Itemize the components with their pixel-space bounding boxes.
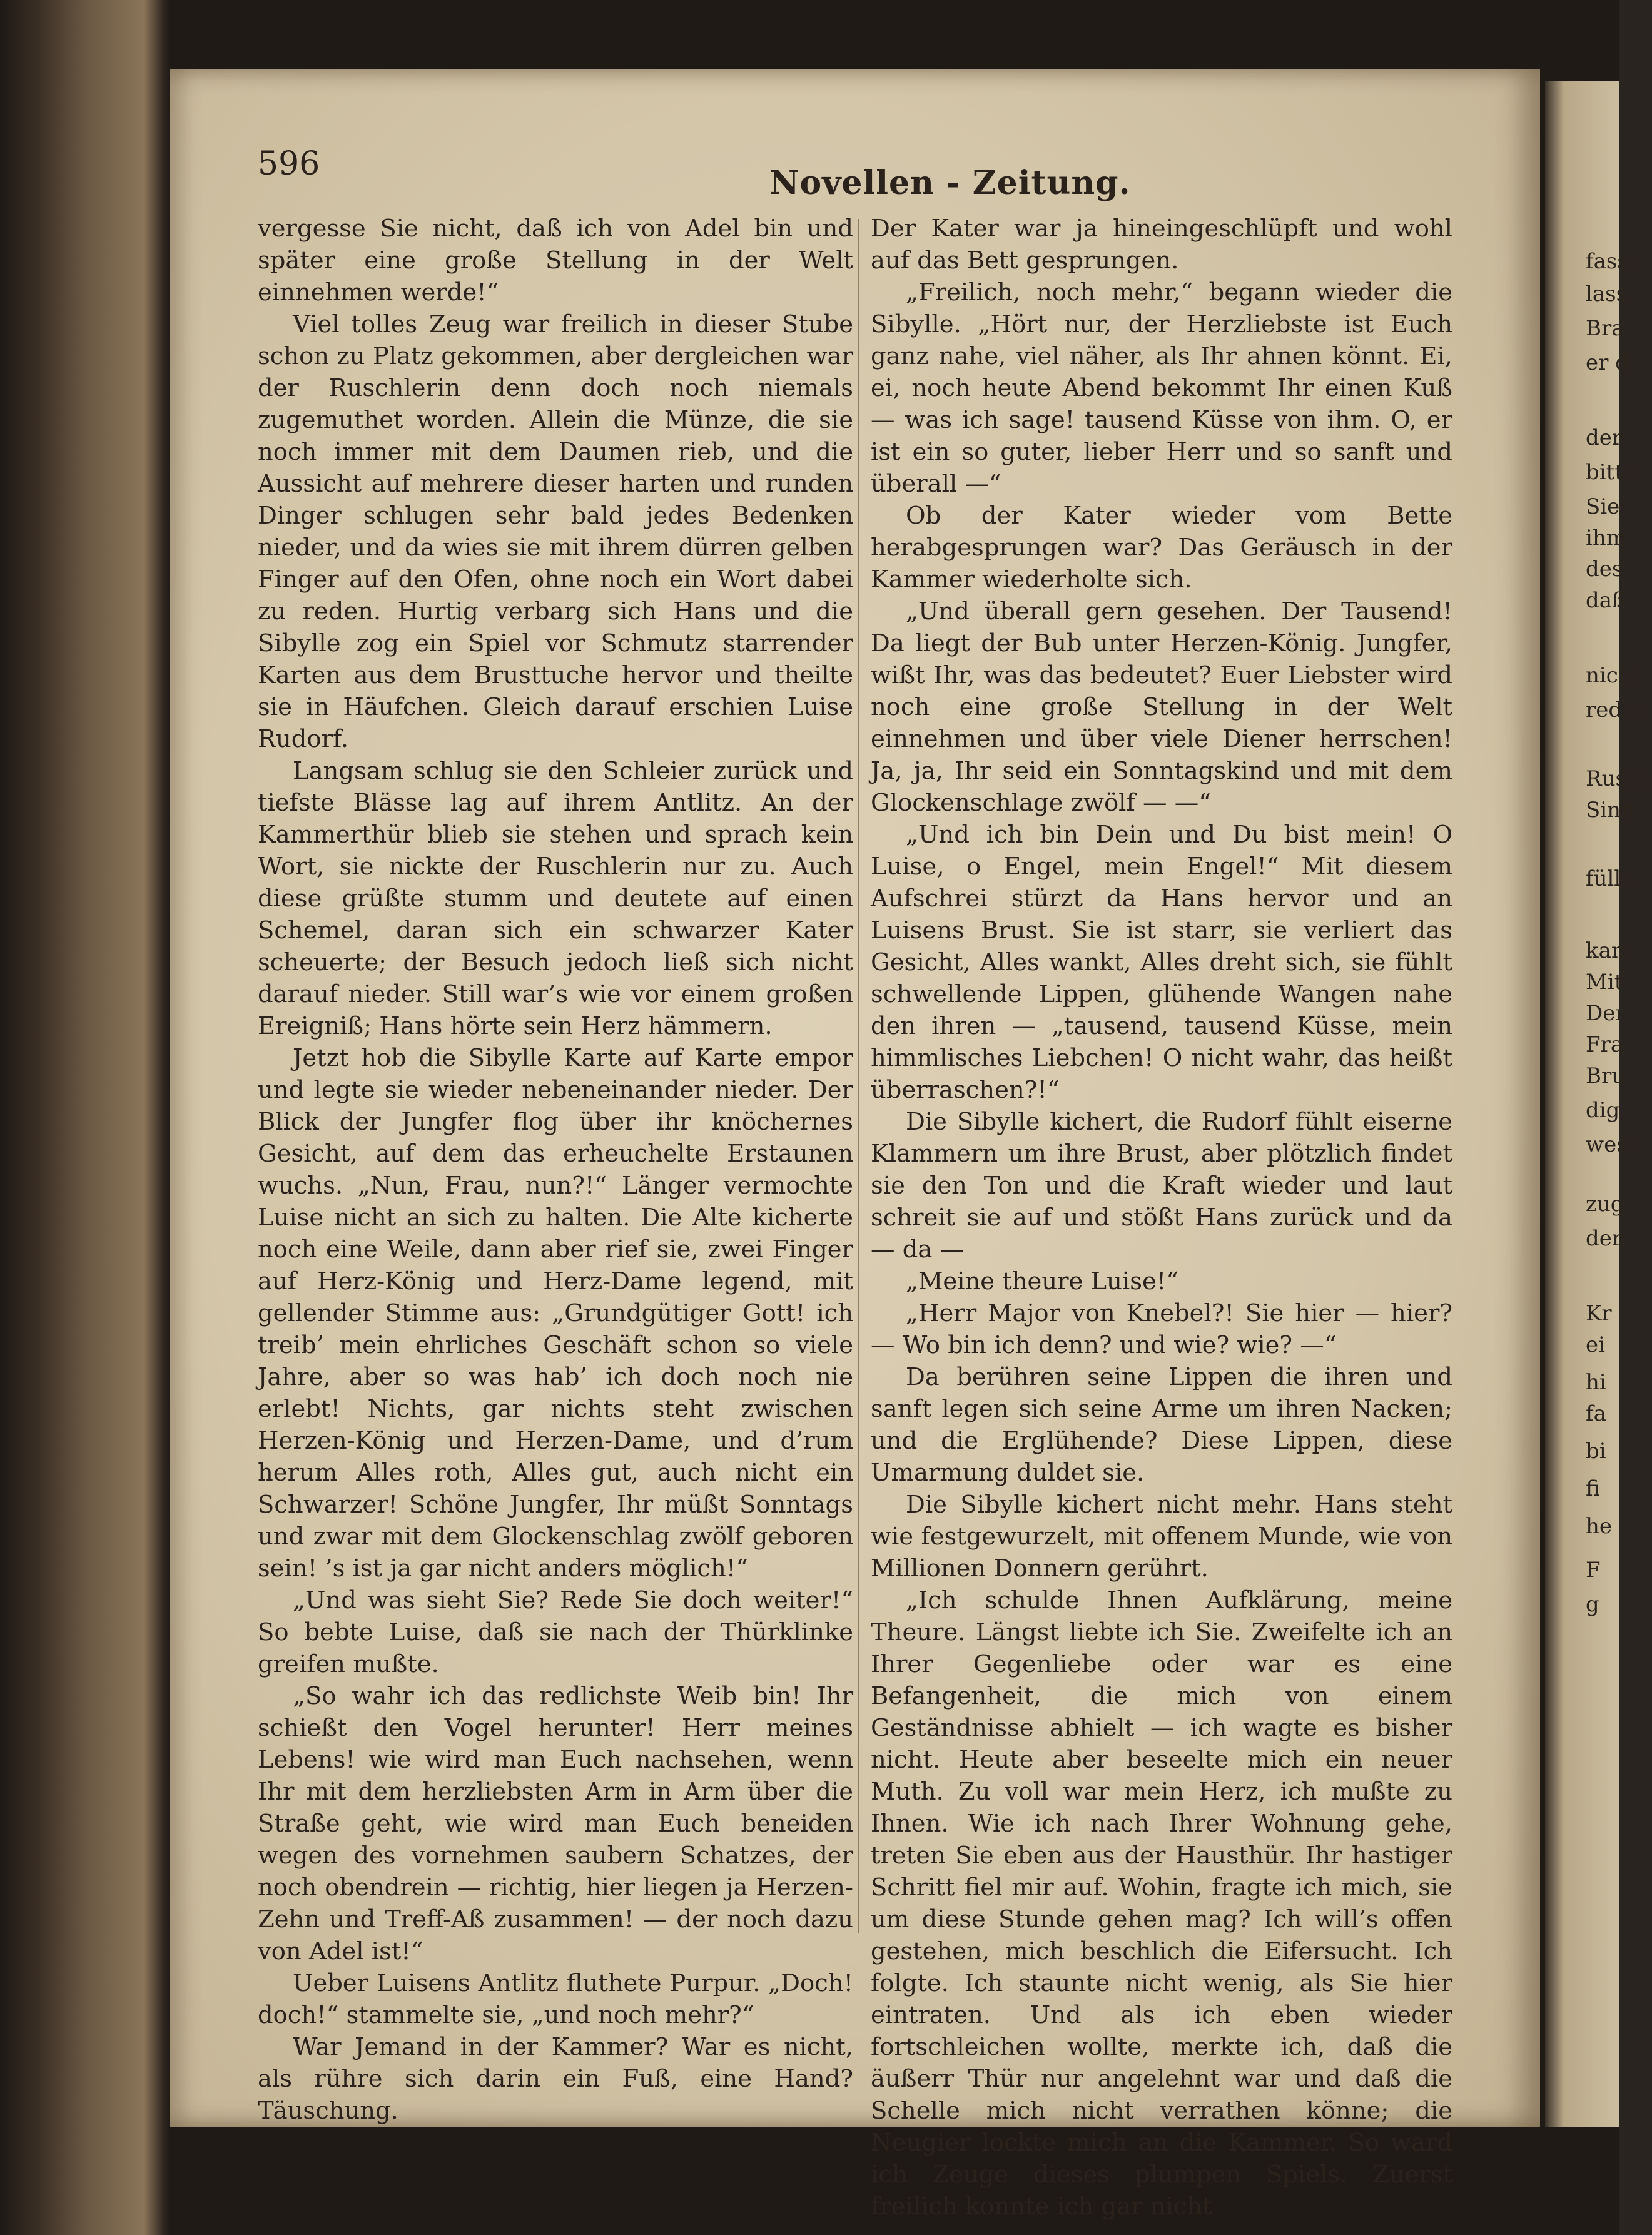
adjacent-fragment: dig [1586,1098,1620,1123]
adjacent-fragment: daß [1586,588,1626,613]
adjacent-fragment: des [1586,557,1623,582]
running-head: Novellen - Zeitung. [769,164,1131,202]
adjacent-fragment: Fra [1586,1032,1624,1057]
adjacent-fragment: ei [1586,1332,1605,1357]
paragraph: War Jemand in der Kammer? War es nicht, als rühre sich darin ein Fuß, eine Hand? Täuschung. [258,2033,853,2125]
paragraph: „Ich schulde Ihnen Aufklärung, meine Theure. Längst liebte ich Sie. Zweifelte ich an Ihrer Gegenliebe oder war es eine Befangenheit, die mich von einem Geständnisse abhielt — ich wagte es bisher nicht. Heute aber beseelte mich ein neuer Muth. Zu voll war mein Herz, ich mußte zu Ihnen. Wie ich nach Ihrer Wohnung gehe, treten Sie eben aus der Hausthür. Ihr hastiger Schritt fiel mir auf. Wohin, fragte ich mich, sie um diese Stunde gehen mag? Ich will’s offen gestehen, mich beschlich die Eifersucht. Ich folgte. Ich staunte nicht wenig, als Sie hier eintraten. Und als ich eben wieder fortschleichen wollte, merkte ich, daß die äußerr Thür nur angelehnt war und daß die Schelle mich nicht verrathen könne; die Neugier lockte mich an die Kammer. So ward ich Zeuge dieses plumpen Spiels. Zuerst freilich konnte ich gar nicht [871,1586,1452,2221]
adjacent-fragment: ihm [1586,525,1627,550]
adjacent-fragment: bitte [1586,460,1636,485]
paragraph: „Herr Major von Knebel?! Sie hier — hier? — Wo bin ich denn? und wie? wie? —“ [871,1299,1452,1359]
adjacent-fragment: der [1586,1226,1623,1251]
paragraph: „Und überall gern gesehen. Der Tausend! Da liegt der Bub unter Herzen-König. Jungfer, wißt Ihr, was das bedeutet? Euer Liebster wird noch eine große Stellung in der Welt einnehmen und über viele Diener herrschen! Ja, ja, Ihr seid ein Sonntagskind und mit dem Glockenschlage zwölf — —“ [871,597,1452,817]
adjacent-fragment: he [1586,1514,1613,1539]
adjacent-fragment: F [1586,1558,1601,1583]
paragraph: „Und ich bin Dein und Du bist mein! O Luise, o Engel, mein Engel!“ Mit diesem Aufschrei stürzt da Hans hervor und an Luisens Brust. Sie ist starr, sie verliert das Gesicht, Alles wankt, Alles dreht sich, sie fühlt schwellende Lippen, glühende Wangen nahe den ihren — „tausend, tausend Küsse, mein himmlisches Liebchen! O nicht wahr, das heißt überraschen?!“ [871,821,1452,1104]
adjacent-fragment: Bra [1586,316,1624,341]
adjacent-fragment: der [1586,425,1623,450]
paragraph: Langsam schlug sie den Schleier zurück und tiefste Blässe lag auf ihrem Antlitz. An der Kammerthür blieb sie stehen und sprach kein Wort, sie nickte der Ruschlerin nur zu. Auch diese grüßte stumm und deutete auf einen Schemel, daran sich ein schwarzer Kater scheuerte; der Besuch jedoch ließ sich nicht darauf nieder. Still war’s wie vor einem großen Ereigniß; Hans hörte sein Herz hämmern. [258,757,853,1040]
paragraph: Ob der Kater wieder vom Bette herabgesprungen war? Das Geräusch in der Kammer wiederholte sich. [871,502,1452,594]
paragraph: „Und was sieht Sie? Rede Sie doch weiter!“ So bebte Luise, daß sie nach der Thürklinke greifen mußte. [258,1586,853,1678]
adjacent-fragment: Rusch [1586,766,1652,791]
right-column [871,213,1452,2222]
adjacent-fragment: Mit [1586,970,1623,995]
adjacent-fragment: zug [1586,1192,1624,1217]
paragraph: „So wahr ich das redlichste Weib bin! Ihr schießt den Vogel herunter! Herr meines Lebens! wie wird man Euch nachsehen, wenn Ihr mit dem herzliebsten Arm in Arm über die Straße geht, wie wird man Euch beneiden wegen des vornehmen saubern Schatzes, der noch obendrein — richtig, hier liegen ja Herzen-Zehn und Treff-Aß zusammen! — der noch dazu von Adel ist!“ [258,1682,853,1965]
adjacent-fragment: nicht [1586,663,1641,688]
paragraph: Da berühren seine Lippen die ihren und sanft legen sich seine Arme um ihren Nacken; und die Erglühende? Diese Lippen, diese Umarmung duldet sie. [871,1363,1452,1487]
adjacent-fragment: wese [1586,1132,1640,1157]
paragraph: „Freilich, noch mehr,“ begann wieder die Sibylle. „Hört nur, der Herzliebste ist Euch ganz nahe, viel näher, als Ihr ahnen könnt. Ei, ei, noch heute Abend bekommt Ihr einen Kuß — was ich sage! tausend Küsse von ihm. O, er ist ein so guter, lieber Herr und so sanft und überall —“ [871,278,1452,498]
paragraph: vergesse Sie nicht, daß ich von Adel bin und später eine große Stellung in der Welt einnehmen werde!“ [258,215,853,307]
adjacent-fragment: lass [1586,281,1628,307]
adjacent-fragment: Sie [1586,494,1620,519]
adjacent-fragment: Kr [1586,1301,1612,1326]
adjacent-fragment: hi [1586,1370,1606,1395]
paragraph: Der Kater war ja hineingeschlüpft und wohl auf das Bett gesprungen. [871,215,1452,275]
adjacent-fragment: fasse [1586,249,1641,274]
adjacent-fragment: g [1586,1592,1599,1617]
adjacent-fragment: Der [1586,1001,1626,1026]
adjacent-fragment: bi [1586,1439,1606,1464]
page-number: 596 [258,145,320,183]
column-rule [858,219,859,1933]
paragraph: Ueber Luisens Antlitz fluthete Purpur. „Doch! doch!“ stammelte sie, „und noch mehr?“ [258,1969,853,2029]
adjacent-fragment: fa [1586,1401,1606,1426]
adjacent-fragment: reden [1586,697,1649,722]
adjacent-fragment: er d [1586,350,1629,375]
paragraph: Viel tolles Zeug war freilich in dieser Stube schon zu Platz gekommen, aber dergleichen war der Ruschlerin denn doch noch niemals zugemuthet worden. Allein die Münze, die sie noch immer mit dem Daumen rieb, und die Aussicht auf mehrere dieser harten und runden Dinger schlugen sehr bald jedes Bedenken nieder, und da wies sie mit ihrem dürren gelben Finger auf den Ofen, ohne noch ein Wort dabei zu reden. Hurtig verbarg sich Hans und die Sibylle zog ein Spiel vor Schmutz starrender Karten aus dem Brusttuche hervor und theilte sie in Häufchen. Gleich darauf erschien Luise Rudorf. [258,310,853,753]
paragraph: „Meine theure Luise!“ [906,1267,1178,1295]
adjacent-fragment: Bru [1586,1063,1626,1088]
adjacent-fragment: Sinn [1586,798,1634,823]
adjacent-fragment: füllu [1586,866,1635,891]
paragraph: Die Sibylle kichert nicht mehr. Hans steht wie festgewurzelt, mit offenem Munde, wie von Millionen Donnern gerührt. [871,1491,1452,1583]
adjacent-fragment: fi [1586,1476,1600,1501]
left-column [258,213,853,2127]
paragraph: Jetzt hob die Sibylle Karte auf Karte empor und legte sie wieder nebeneinander nieder. Der Blick der Jungfer flog über ihr knöchernes Gesicht, auf dem das erheuchelte Erstaunen wuchs. „Nun, Frau, nun?!“ Länger vermochte Luise nicht an sich zu halten. Die Alte kicherte noch eine Weile, dann aber rief sie, zwei Finger auf Herz-König und Herz-Dame legend, mit gellender Stimme aus: „Grundgütiger Gott! ich treib’ mein ehrliches Geschäft schon so viele Jahre, aber so was hab’ ich doch noch nie erlebt! Nichts, gar nichts steht zwischen Herzen-König und Herzen-Dame, und d’rum herum Alles roth, Alles gut, auch nicht ein Schwarzer! Schöne Jungfer, Ihr müßt Sonntags und zwar mit dem Glockenschlag zwölf geboren sein! ’s ist ja gar nicht anders möglich!“ [258,1044,853,1583]
adjacent-fragment: kam [1586,938,1632,963]
paragraph: Die Sibylle kichert, die Rudorf fühlt eiserne Klammern um ihre Brust, aber plötzlich findet sie den Ton und die Kraft wieder und laut schreit sie auf und stößt Hans zurück und da — da — [871,1108,1452,1264]
